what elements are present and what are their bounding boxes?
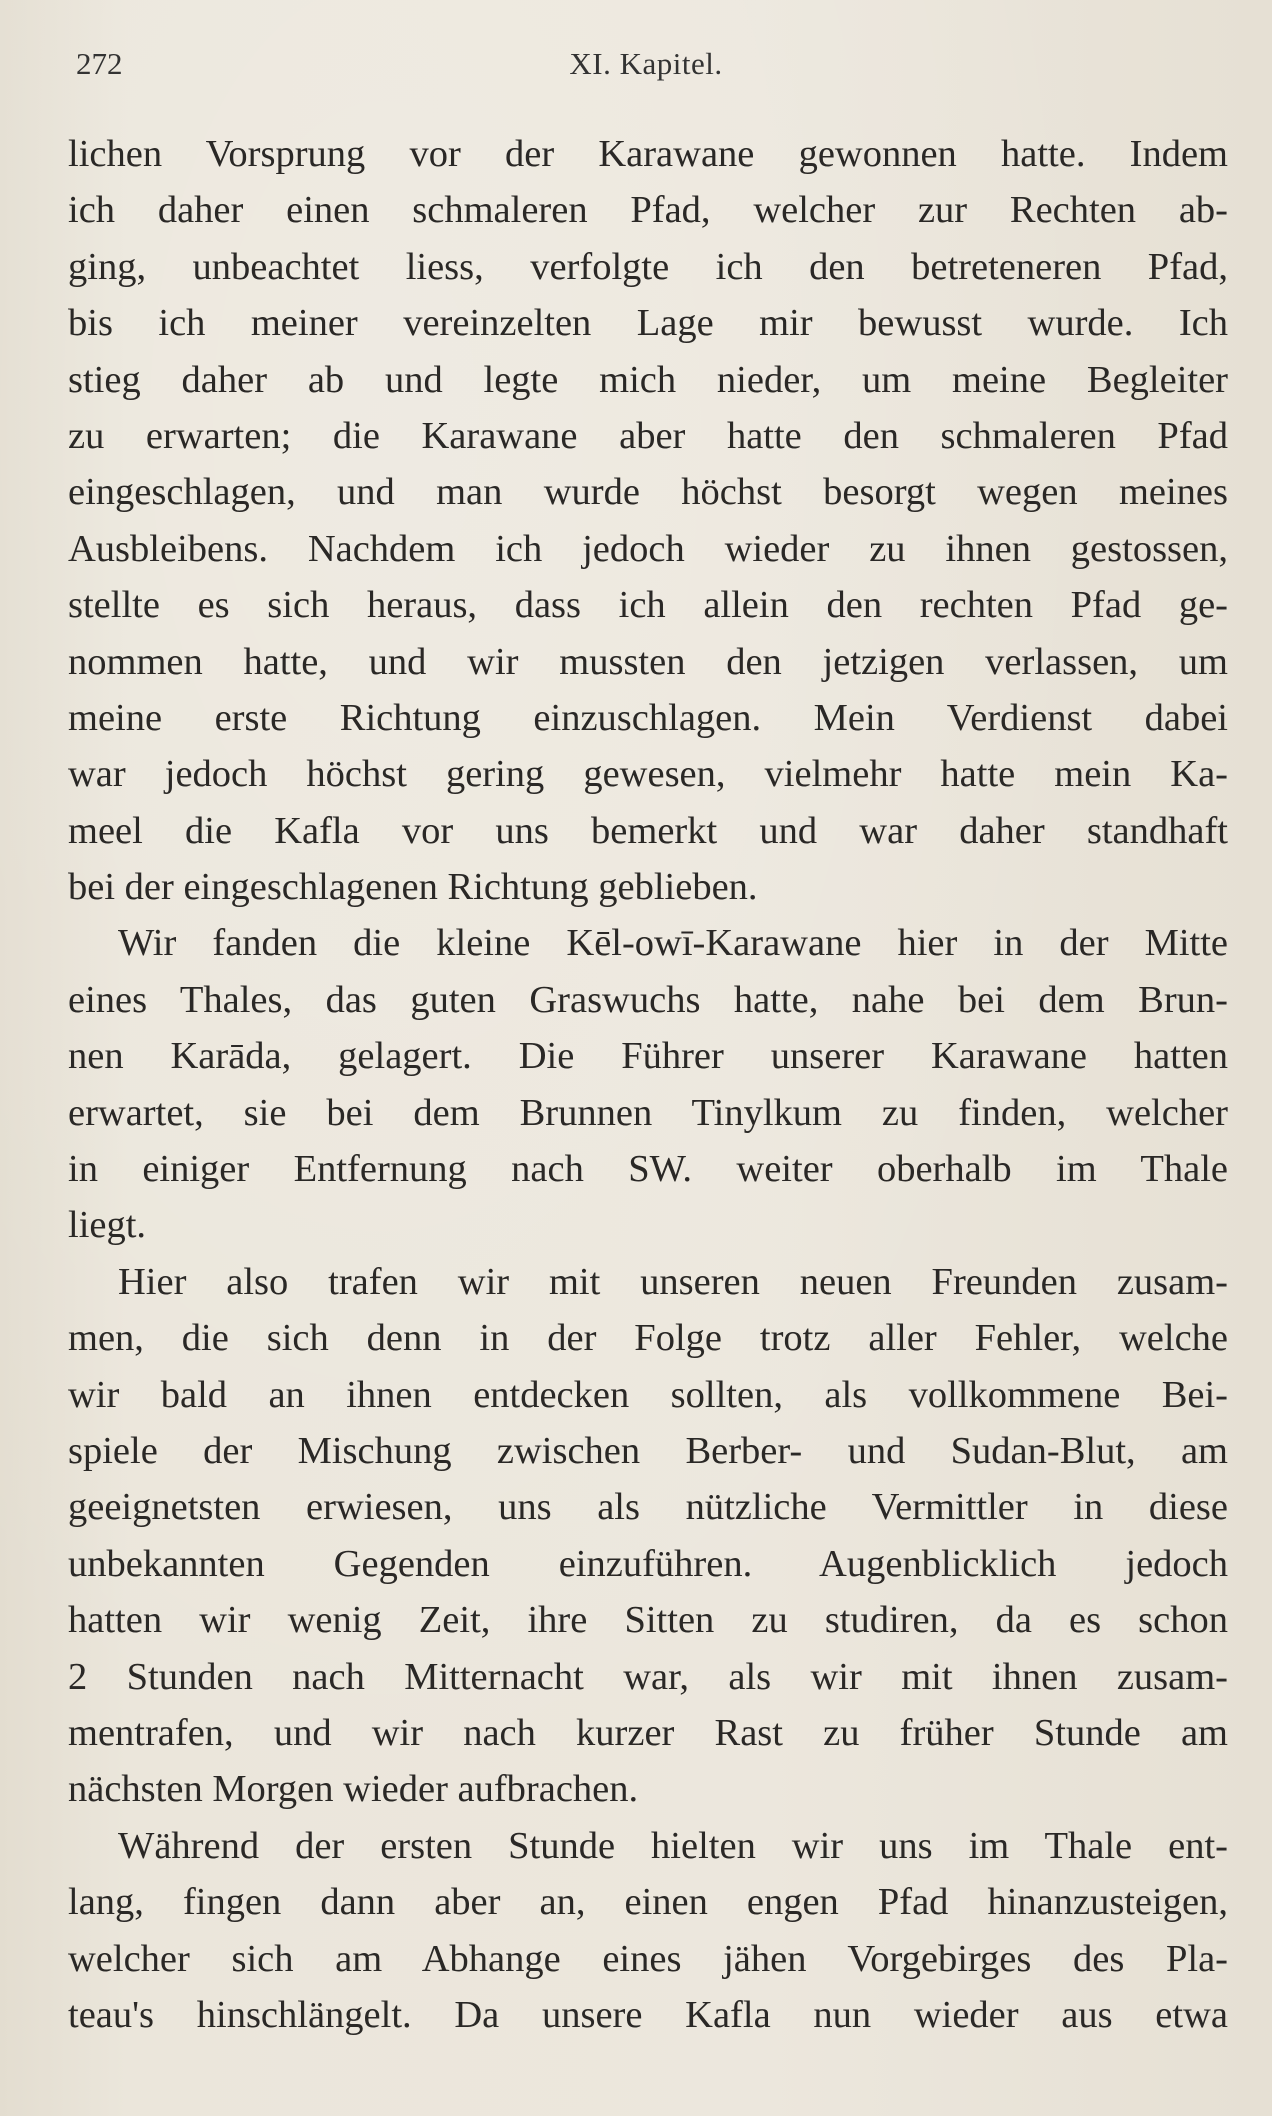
text-line: zu erwarten; die Karawane aber hatte den schmaleren Pfad [68, 414, 1228, 457]
chapter-title: XI. Kapitel. [569, 46, 723, 81]
text-line: spiele der Mischung zwischen Berber- und Sudan-Blut, am [68, 1429, 1228, 1472]
paragraph [68, 126, 1228, 915]
text-line: nommen hatte, und wir mussten den jetzigen verlassen, um [68, 640, 1228, 683]
text-line: eines Thales, das guten Graswuchs hatte, nahe bei dem Brun- [68, 978, 1228, 1021]
text-line: meel die Kafla vor uns bemerkt und war daher standhaft [68, 809, 1228, 852]
text-line: stieg daher ab und legte mich nieder, um meine Begleiter [68, 358, 1228, 401]
text-line: mentrafen, und wir nach kurzer Rast zu früher Stunde am [68, 1711, 1228, 1754]
text-line: ich daher einen schmaleren Pfad, welcher zur Rechten ab- [68, 189, 1228, 232]
text-line: nen Karāda, gelagert. Die Führer unserer Karawane hatten [68, 1035, 1228, 1078]
text-line: meine erste Richtung einzuschlagen. Mein Verdienst dabei [68, 696, 1228, 739]
text-line: ging, unbeachtet liess, verfolgte ich den betreteneren Pfad, [68, 245, 1228, 288]
text-line: welcher sich am Abhange eines jähen Vorgebirges des Pla- [68, 1937, 1228, 1980]
page-number: 272 [76, 46, 123, 81]
text-line: men, die sich denn in der Folge trotz aller Fehler, welche [68, 1317, 1228, 1360]
text-line: unbekannten Gegenden einzuführen. Augenblicklich jedoch [68, 1542, 1228, 1585]
text-line: geeignetsten erwiesen, uns als nützliche Vermittler in diese [68, 1486, 1228, 1529]
text-line: Wir fanden die kleine Kēl-owī-Karawane hier in der Mitte [118, 922, 1228, 965]
paragraph [68, 1818, 1228, 2044]
text-line: Ausbleibens. Nachdem ich jedoch wieder zu ihnen gestossen, [68, 527, 1228, 570]
text-line: 2 Stunden nach Mitternacht war, als wir mit ihnen zusam- [68, 1655, 1228, 1698]
text-line: in einiger Entfernung nach SW. weiter oberhalb im Thale [68, 1148, 1228, 1191]
paragraph [68, 1254, 1228, 1818]
text-line: wir bald an ihnen entdecken sollten, als vollkommene Bei- [68, 1373, 1228, 1416]
text-line: stellte es sich heraus, dass ich allein den rechten Pfad ge- [68, 584, 1228, 627]
text-line: Während der ersten Stunde hielten wir uns im Thale ent- [118, 1824, 1228, 1867]
text-line: lang, fingen dann aber an, einen engen Pfad hinanzusteigen, [68, 1881, 1228, 1924]
text-line: bis ich meiner vereinzelten Lage mir bewusst wurde. Ich [68, 302, 1228, 345]
text-line: hatten wir wenig Zeit, ihre Sitten zu studiren, da es schon [68, 1599, 1228, 1642]
text-line: war jedoch höchst gering gewesen, vielmehr hatte mein Ka- [68, 753, 1228, 796]
text-line: liegt. [68, 1204, 147, 1247]
text-line: teau's hinschlängelt. Da unsere Kafla nun wieder aus etwa [68, 1993, 1228, 2036]
text-line: lichen Vorsprung vor der Karawane gewonnen hatte. Indem [68, 133, 1228, 175]
body-text [68, 126, 1228, 2043]
text-line: Hier also trafen wir mit unseren neuen Freunden zusam- [118, 1260, 1228, 1303]
running-header [76, 46, 1216, 96]
text-line: eingeschlagen, und man wurde höchst besorgt wegen meines [68, 471, 1228, 514]
text-line: bei der eingeschlagenen Richtung geblieben. [68, 866, 758, 909]
paragraph [68, 915, 1228, 1253]
text-line: erwartet, sie bei dem Brunnen Tinylkum zu finden, welcher [68, 1091, 1228, 1134]
text-line: nächsten Morgen wieder aufbrachen. [68, 1768, 639, 1811]
